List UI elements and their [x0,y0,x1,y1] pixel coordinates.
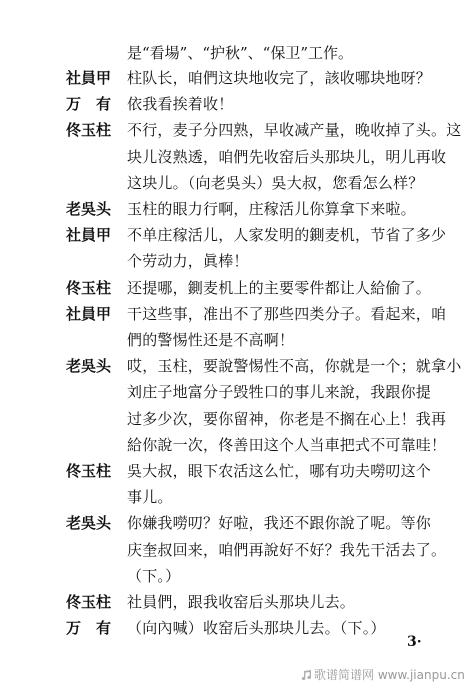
dialogue-line: 社員們，跟我收窑后头那块儿去。 [127,593,356,611]
dialogue-line: 柱队长，咱們这块地收完了，該收哪块地呀？ [127,69,432,87]
speaker-name: 社員甲 [66,69,112,87]
dialogue-line: 吳大叔，眼下农活这么忙，哪有功夫嘮叨这个 [127,462,432,480]
dialogue-line: 刘庄子地富分子毁牲口的事儿来說，我跟你提 [127,383,432,402]
dialogue-line: 們的警惕性还是不高啊！ [127,330,295,349]
music-note-icon [300,669,312,681]
dialogue-line: 这块儿。（向老吳头）吳大叔，您看怎么样？ [127,173,424,192]
dialogue-line: 玉柱的眼力行啊，庄稼活儿你算拿下来啦。 [127,200,416,218]
speaker-name: 社員甲 [66,304,112,323]
dialogue-line: 哎，玉柱，要說警惕性不高，你就是一个；就拿小 [127,357,462,376]
dialogue-line: 依我看挨着收！ [127,95,234,114]
dialogue-line: 不单庄稼活儿，人家发明的鍘麦机，节省了多少 [127,226,447,245]
dialogue-line: 个劳动力，眞棒！ [127,252,249,271]
speaker-name: 佟玉柱 [66,121,112,140]
speaker-name: 老吳头 [66,357,112,376]
speaker-name: 社員甲 [66,226,112,245]
speaker-name: 万 有 [66,619,112,638]
lead-line: 是“看場”、“护秋”、“保卫”工作。 [127,44,354,62]
speaker-name: 佟玉柱 [66,462,112,480]
dialogue-line: （向內喊）收窑后头那块儿去。（下。） [127,619,386,638]
dialogue-line: 不行，麦子分四熟，早收减产量，晚收掉了头。这 [127,121,462,140]
watermark-text: 歌谱简谱网 www.jianpu.cn [314,668,465,682]
dialogue-line: 事儿。 [127,488,173,507]
dialogue-line: 块儿沒熟透，咱們先收窑后头那块儿，明儿再收 [127,147,447,166]
dialogue-line: 过多少次，要你留神，你老是不搁在心上！我再 [127,409,447,428]
dialogue-line: 还提哪，鍘麦机上的主要零件都让人給偷了。 [127,278,432,297]
dialogue-line: 給你說一次，佟善田这个人当車把式不可靠哇！ [127,435,447,454]
dialogue-line: 庆奎叔回来，咱們再說好不好？我先干活去了。 [127,540,447,559]
dialogue-line: 干这些事，准出不了那些四类分子。看起来，咱 [127,304,447,323]
page-number: 3· [407,634,422,650]
watermark [300,663,472,687]
dialogue-line: （下。） [127,566,181,585]
speaker-name: 佟玉柱 [66,278,112,297]
speaker-name: 万 有 [66,95,112,114]
speaker-name: 佟玉柱 [66,593,112,611]
speaker-name: 老吳头 [66,200,112,218]
speaker-name: 老吳头 [66,514,112,533]
dialogue-line: 你嫌我嘮叨？好啦，我还不跟你說了呢。等你 [127,514,432,533]
